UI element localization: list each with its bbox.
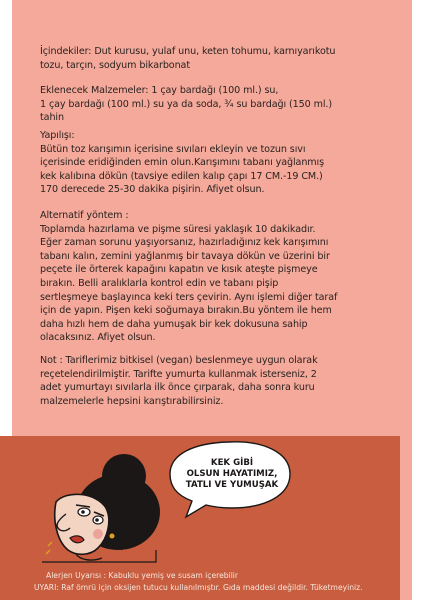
- speech-bubble-text: KEK GİBİ OLSUN HAYATIMIZ, TATLI VE YUMUŞAK: [185, 458, 279, 491]
- note-text: Not : Tariflerimiz bitkisel (vegan) beslenmeye uygun olarak reçetelendirilmiştir. Tarifte yumurta kullanmak isterseniz, 2 adet yumurtayı sıvılarla ilk önce çırparak, daha sonra kuru malzemelerle hepsini karıştırabilirsiniz.: [40, 355, 318, 407]
- cartoon-woman-illustration: [36, 450, 166, 565]
- alternative-method-text: Alternatif yöntem : Toplamda hazırlama ve pişme süresi yaklaşık 10 dakikadır. Eğer zaman sorunu yaşıyorsanız, hazırladığınız kek karışımını tabanı kalın, zemini yağlanmış bir tavaya dökün ve üzerini bir peçete ile örterek kapağını kapatın ve kısık ateşte pişmeye bırakın. Belli aralıklarla kontrol edin ve tabanı pişip sertleşmeye başlayınca keki ters çevirin. Aynı işlemi diğer taraf için de yapın. Pişen keki soğumaya bırakın.Bu yöntem ile hem daha hızlı hem de daha yumuşak bir kek dokusuna sahip olacaksınız. Afiyet olsun.: [40, 210, 338, 344]
- ingredients-text: İçindekiler: Dut kurusu, yulaf unu, keten tohumu, karnıyarıkotu tozu, tarçın, sodyum bikarbonat: [40, 46, 336, 71]
- shelf-life-warning: UYARI: Raf ömrü için oksijen tutucu kullanılmıştır. Gıda maddesi değildir. Tüketmeyiniz.: [34, 583, 363, 592]
- additional-ingredients-text: Eklenecek Malzemeler: 1 çay bardağı (100 ml.) su, 1 çay bardağı (100 ml.) su ya da soda, ¾ su bardağı (150 ml.) tahin: [40, 85, 332, 124]
- allergen-warning: Alerjen Uyarısı : Kabuklu yemiş ve susam içerebilir: [46, 571, 239, 580]
- preparation-text: Yapılışı: Bütün toz karışımın içerisine sıvıları ekleyin ve tozun sıvı içerisinde eridiğinden emin olun.Karışımını tabanı yağlanmış kek kalıbına dökün (tavsiye edilen kalıp çapı 17 CM.-19 CM.) 170 derecede 25-30 dakika pişirin. Afiyet olsun.: [40, 130, 325, 196]
